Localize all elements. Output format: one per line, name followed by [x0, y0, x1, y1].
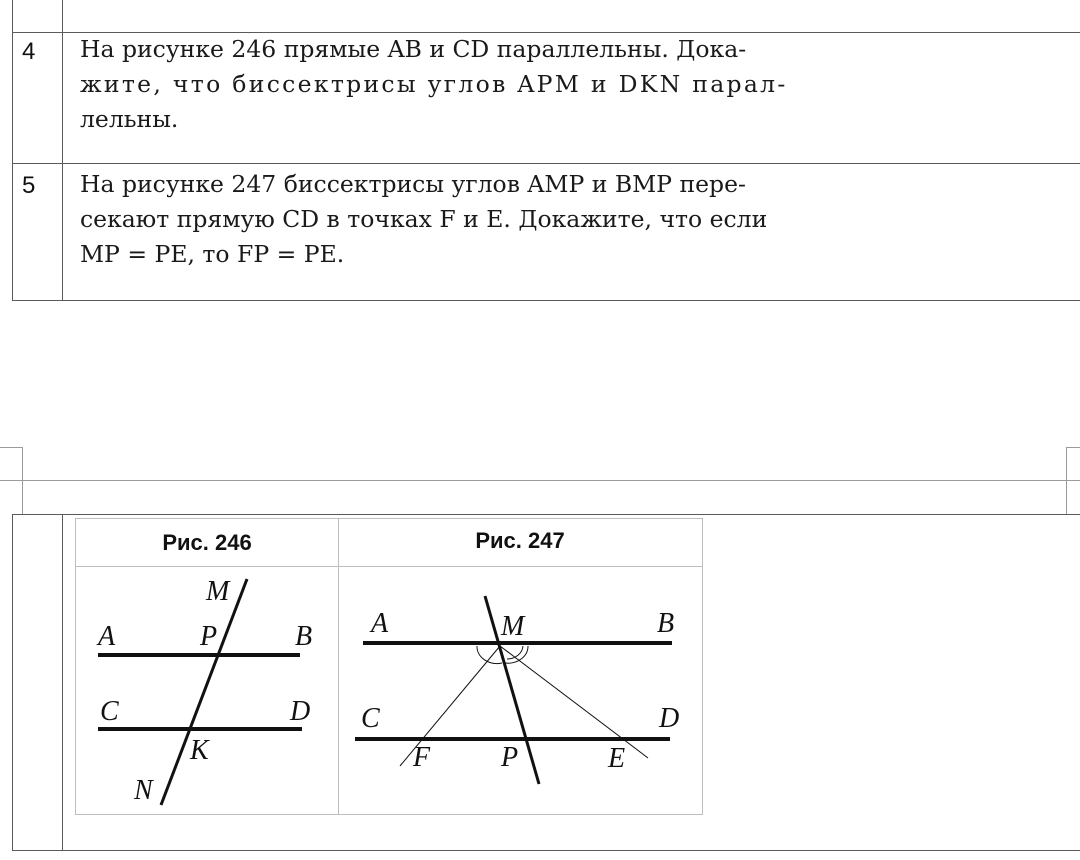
table-left-border — [12, 0, 13, 301]
label-n: N — [134, 775, 153, 806]
problem-text-line: На рисунке 247 биссектрисы углов AMP и BMP пере- — [80, 170, 746, 198]
figure-247-drawing — [339, 567, 701, 813]
page-corner-mark-left-lower — [22, 481, 23, 514]
page-edge-line — [0, 480, 1080, 481]
label-a: A — [371, 608, 389, 639]
transversal-mn — [161, 579, 247, 805]
label-m: M — [206, 576, 230, 607]
page-corner-mark-left-h — [0, 447, 22, 448]
label-d: D — [290, 696, 311, 727]
label-p: P — [200, 621, 218, 652]
bisector-me — [500, 646, 648, 758]
page-corner-mark-right-lower — [1066, 481, 1067, 514]
label-p: P — [501, 742, 519, 773]
figure-247-caption: Рис. 247 — [475, 528, 565, 553]
label-c: C — [100, 696, 119, 727]
problem-number: 4 — [22, 38, 36, 65]
figure-246-drawing — [76, 567, 338, 813]
table-bottom-border — [12, 300, 1080, 301]
figures-table-left-border — [12, 514, 13, 851]
problem-text-line: лельны. — [80, 105, 179, 133]
problem-number: 5 — [22, 172, 36, 199]
label-m: M — [501, 611, 525, 642]
row-divider — [12, 163, 1080, 164]
label-a: A — [98, 621, 116, 652]
figures-table-bottom-border — [12, 850, 1080, 851]
number-column-divider — [62, 0, 63, 301]
problem-text-line: жите, что биссектрисы углов APM и DKN парал- — [80, 70, 788, 98]
problem-text-line: На рисунке 246 прямые AB и CD параллельны. Дока- — [80, 35, 747, 63]
figure-246-caption: Рис. 246 — [162, 530, 252, 555]
label-b: B — [295, 621, 313, 652]
page-corner-mark-left — [22, 447, 23, 480]
label-k: K — [190, 735, 209, 766]
label-f: F — [413, 742, 431, 773]
figures-table-top-border — [12, 514, 1080, 515]
angle-arc-bmp — [505, 646, 528, 663]
label-d: D — [659, 703, 680, 734]
problem-text-line: MP = PE, то FP = PE. — [80, 240, 345, 268]
label-c: C — [361, 703, 380, 734]
problem-text-line: секают прямую CD в точках F и E. Докажите, что если — [80, 205, 768, 233]
label-b: B — [657, 608, 675, 639]
figures-number-column-divider — [62, 514, 63, 851]
label-e: E — [608, 743, 626, 774]
page-corner-mark-right — [1066, 447, 1067, 480]
page-corner-mark-right-h — [1066, 447, 1080, 448]
